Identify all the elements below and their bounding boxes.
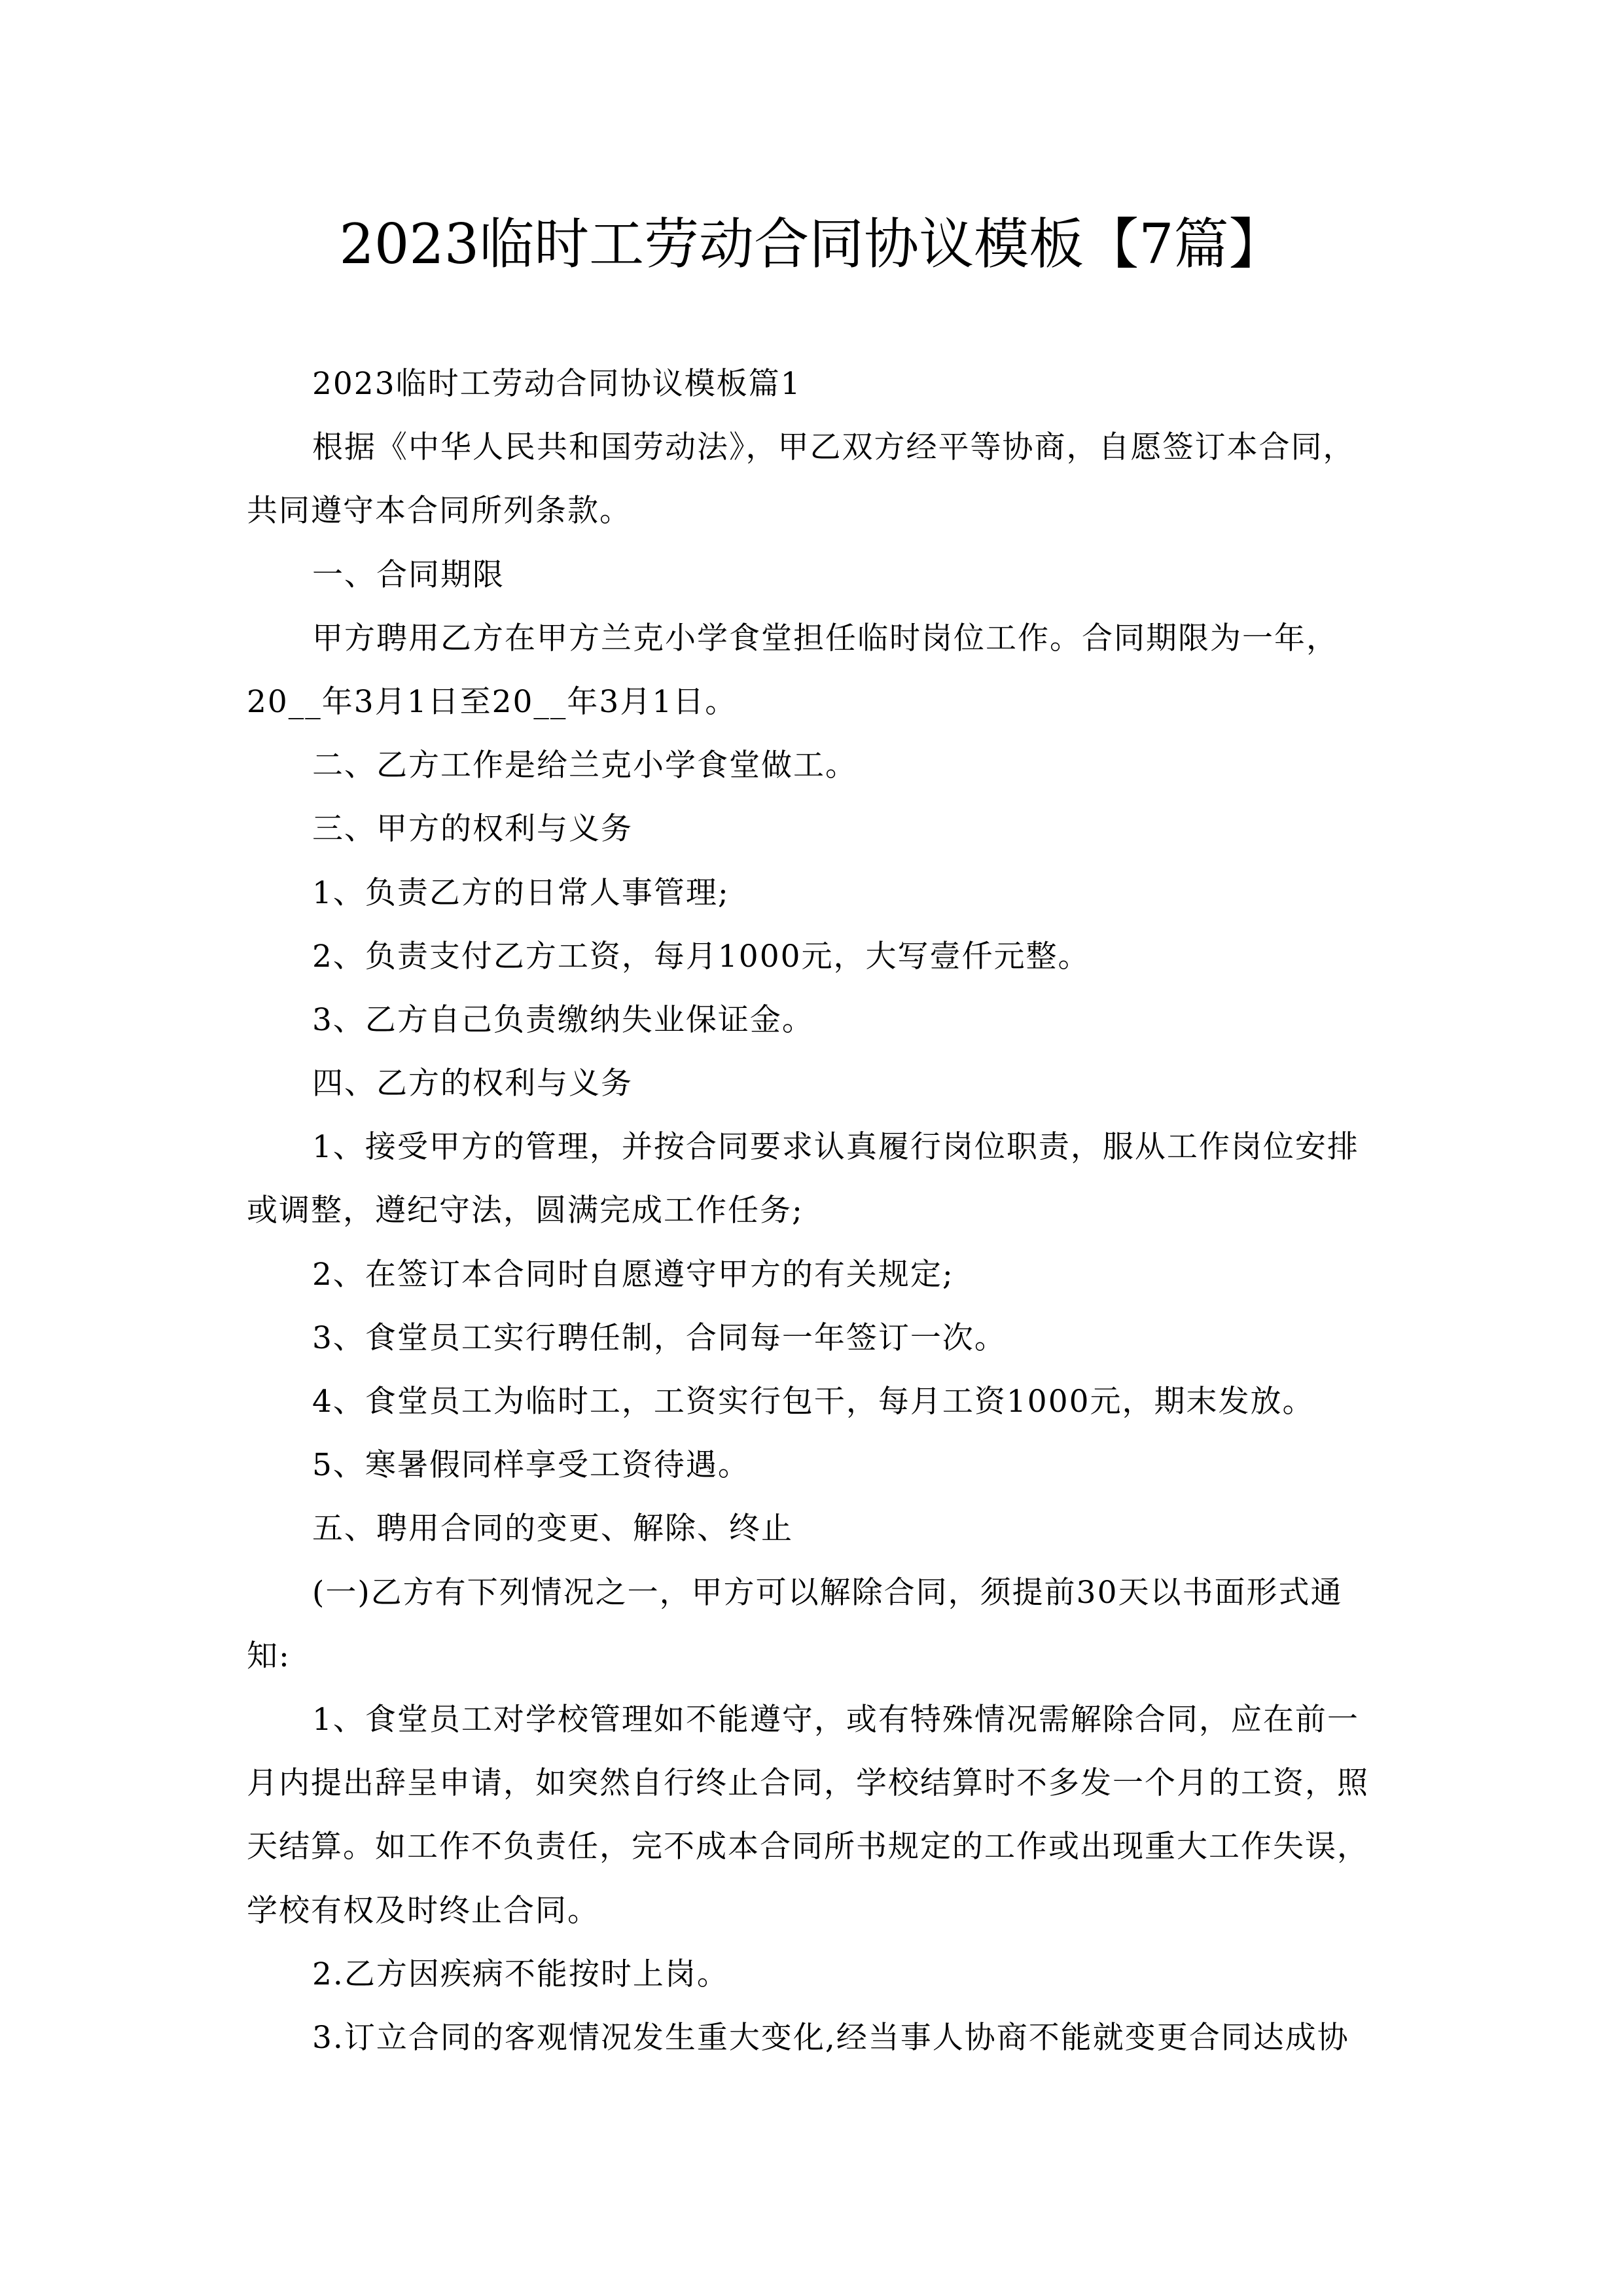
termination-item-3-line-1: 3.订立合同的客观情况发生重大变化,经当事人协商不能就变更合同达成协 (312, 2019, 1349, 2056)
paragraph-contract-term-line-2: 20__年3月1日至20__年3月1日。 (247, 683, 738, 720)
termination-subclause-1-line-2: 知: (247, 1638, 291, 1674)
party-b-item-3: 3、食堂员工实行聘任制，合同每一年签订一次。 (312, 1319, 1007, 1356)
termination-item-2: 2.乙方因疾病不能按时上岗。 (312, 1956, 729, 1992)
clause-heading-work-content: 二、乙方工作是给兰克小学食堂做工。 (312, 747, 857, 784)
clause-heading-party-b-rights: 四、乙方的权利与义务 (312, 1066, 633, 1102)
party-a-item-1: 1、负责乙方的日常人事管理; (312, 874, 730, 911)
termination-subclause-1-line-1: (一)乙方有下列情况之一，甲方可以解除合同，须提前30天以书面形式通 (312, 1574, 1343, 1611)
party-b-item-2: 2、在签订本合同时自愿遵守甲方的有关规定; (312, 1256, 954, 1293)
paragraph-preamble-line-1: 根据《中华人民共和国劳动法》，甲乙双方经平等协商，自愿签订本合同， (312, 429, 1355, 466)
party-a-item-3: 3、乙方自己负责缴纳失业保证金。 (312, 1001, 814, 1038)
document-body (247, 352, 1385, 2070)
termination-item-1-line-1: 1、食堂员工对学校管理如不能遵守，或有特殊情况需解除合同，应在前一 (312, 1701, 1359, 1738)
party-b-item-1-line-2: 或调整，遵纪守法，圆满完成工作任务; (247, 1193, 804, 1229)
section-heading-part-1: 2023临时工劳动合同协议模板篇1 (312, 366, 802, 402)
termination-item-1-line-2: 月内提出辞呈申请，如突然自行终止合同，学校结算时不多发一个月的工资，照 (247, 1765, 1369, 1802)
paragraph-preamble-line-2: 共同遵守本合同所列条款。 (247, 493, 632, 529)
clause-heading-party-a-rights: 三、甲方的权利与义务 (312, 811, 633, 848)
party-b-item-5: 5、寒暑假同样享受工资待遇。 (312, 1447, 750, 1484)
clause-heading-contract-term: 一、合同期限 (312, 556, 505, 593)
party-a-item-2: 2、负责支付乙方工资，每月1000元，大写壹仟元整。 (312, 938, 1090, 975)
clause-heading-termination: 五、聘用合同的变更、解除、终止 (312, 1511, 793, 1547)
party-b-item-1-line-1: 1、接受甲方的管理，并按合同要求认真履行岗位职责，服从工作岗位安排 (312, 1129, 1359, 1166)
termination-item-1-line-3: 天结算。如工作不负责任，完不成本合同所书规定的工作或出现重大工作失误， (247, 1829, 1369, 1865)
termination-item-1-line-4: 学校有权及时终止合同。 (247, 1892, 599, 1929)
party-b-item-4: 4、食堂员工为临时工，工资实行包干，每月工资1000元，期末发放。 (312, 1384, 1315, 1420)
paragraph-contract-term-line-1: 甲方聘用乙方在甲方兰克小学食堂担任临时岗位工作。合同期限为一年， (312, 620, 1338, 656)
document-title: 2023临时工劳动合同协议模板【7篇】 (339, 212, 1284, 276)
